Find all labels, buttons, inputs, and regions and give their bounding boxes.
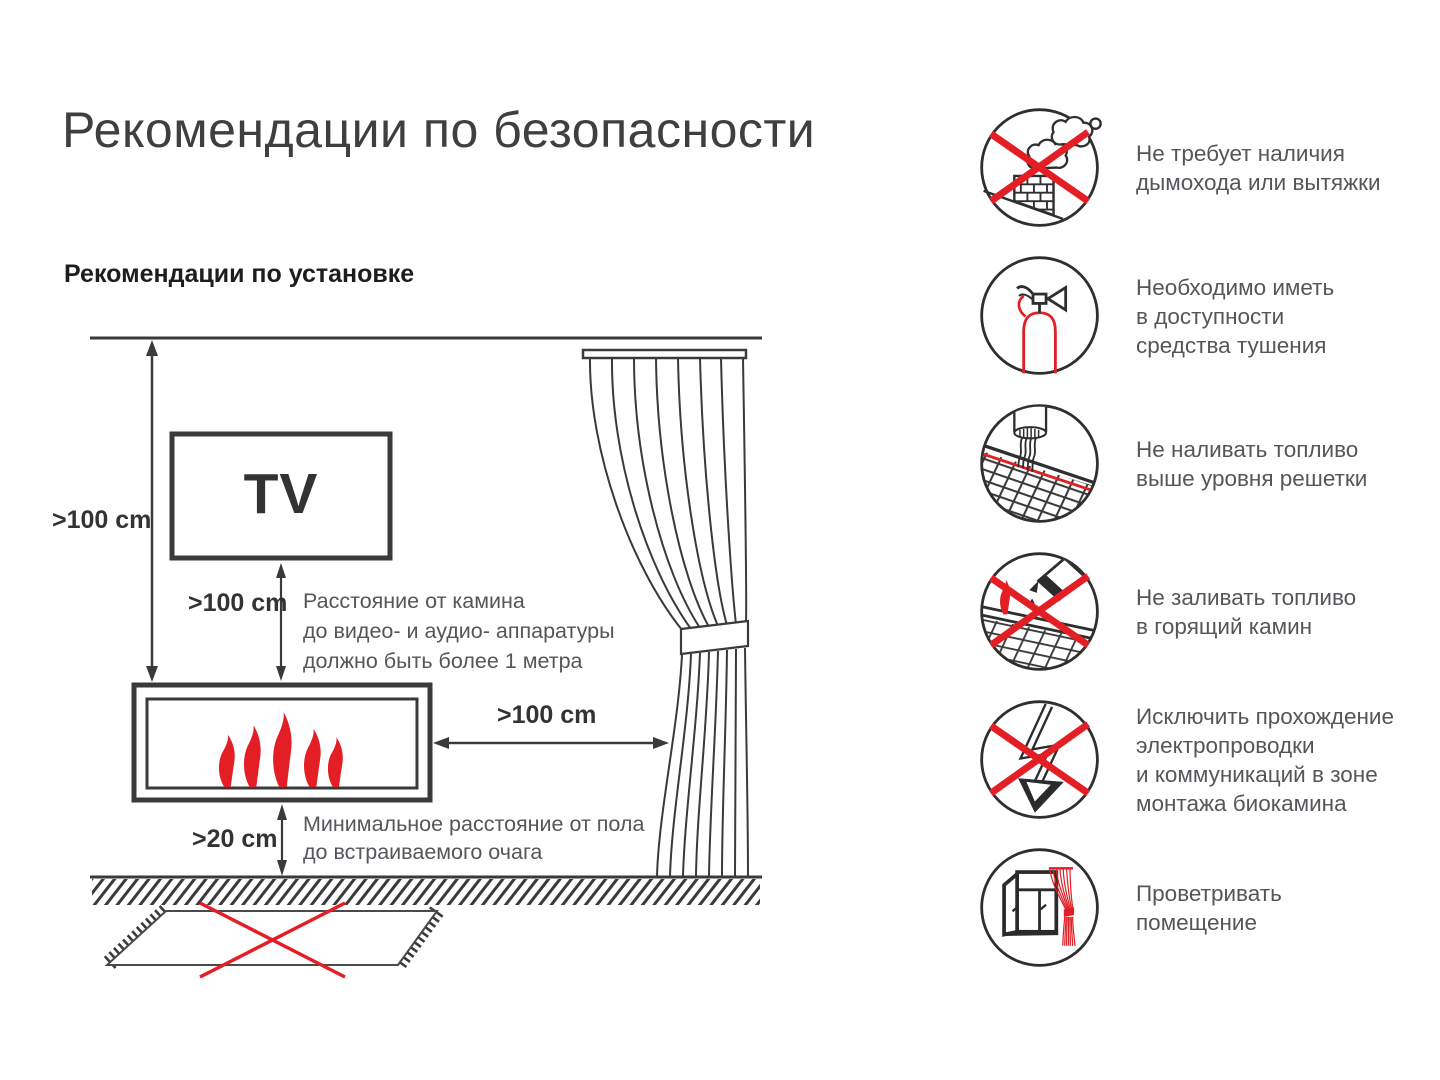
floor-distance-label: >20 cm [192,825,278,853]
page-title: Рекомендации по безопасности [62,102,816,158]
arrow-floor-distance [277,804,287,876]
safety-item-text: Исключить прохождение электропроводки и коммуникаций в зоне монтажа биокамина [1136,704,1395,816]
no-refueling-burning-icon [977,549,1103,675]
ventilate-room-icon [977,845,1103,971]
safety-item [977,105,1427,231]
safety-list [977,105,1427,993]
safety-item [977,549,1427,675]
no-chimney-icon [977,105,1103,231]
floor-distance-note: Минимальное расстояние от пола до встраиваемого очага [303,812,645,864]
tv-distance-label: >100 cm [188,589,288,617]
tv-label: TV [243,462,319,526]
no-carpet-drawing [107,903,437,977]
safety-item [977,401,1427,527]
safety-item [977,253,1427,379]
safety-item-text: Не заливать топливо в горящий камин [1136,585,1357,639]
no-electrical-wiring-icon [977,697,1103,823]
safety-item-text: Проветривать помещение [1136,881,1282,935]
floor-line [90,877,762,905]
arrow-tv-distance [276,563,286,681]
curtain-distance-label: >100 cm [497,701,597,729]
tv-distance-note: Расстояние от камина до видео- и аудио- аппаратуры должно быть более 1 метра [303,589,615,673]
safety-item [977,845,1427,971]
safety-item-text: Не требует наличия дымохода или вытяжки [1136,141,1381,195]
safety-item-text: Не наливать топливо выше уровня решетки [1136,437,1368,491]
fuel-level-icon [977,401,1103,527]
arrow-curtain-distance [433,737,669,749]
safety-item [977,697,1427,823]
ceiling-distance-label: >100 cm [52,506,152,534]
fireplace-box [134,685,430,800]
fire-extinguisher-icon [977,253,1103,379]
safety-item-text: Необходимо иметь в доступности средства тушения [1136,274,1335,358]
section-title: Рекомендации по установке [64,260,415,288]
